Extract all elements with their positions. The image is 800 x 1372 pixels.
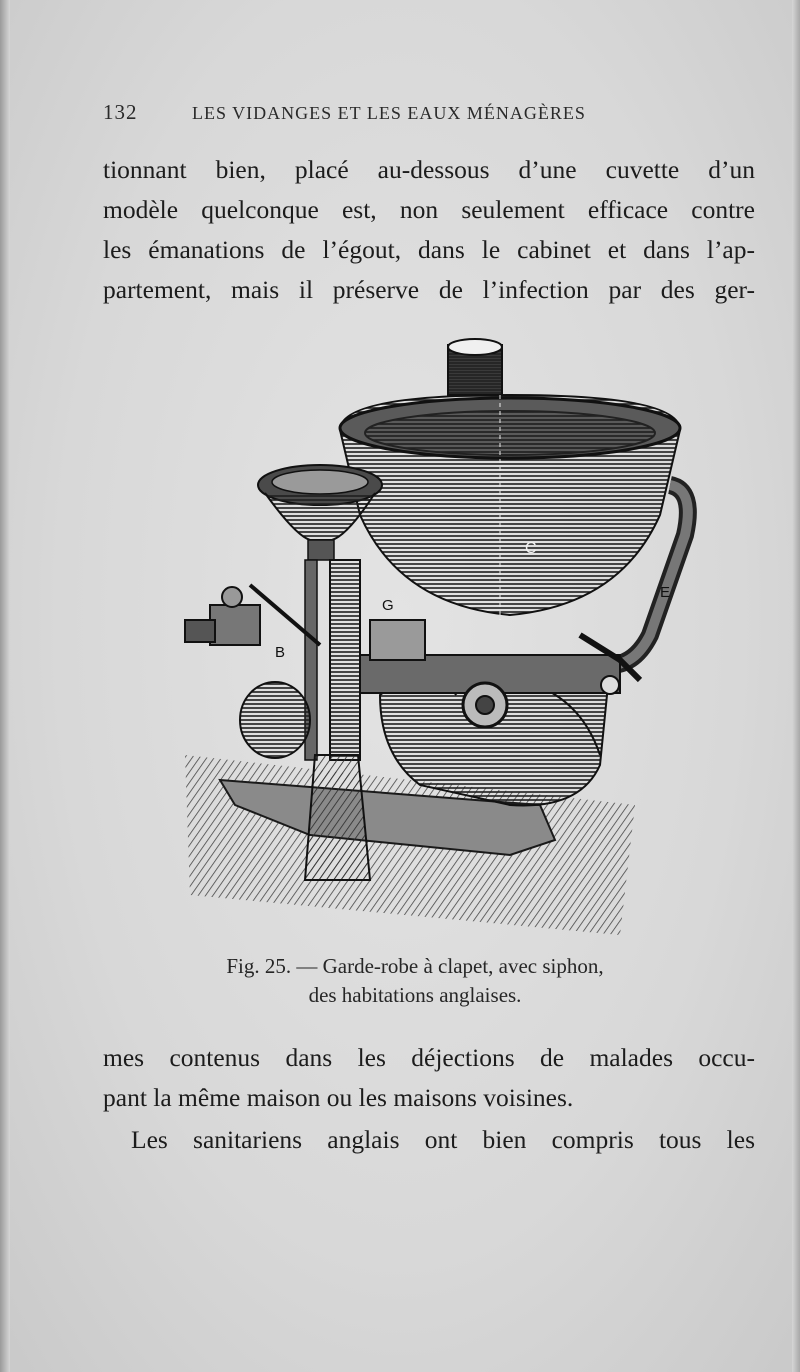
text-line: les émanations de l’égout, dans le cabinet et dans l’ap- <box>103 235 755 264</box>
caption-line: des habitations anglaises. <box>308 983 522 1007</box>
paragraph-next <box>103 1120 755 1160</box>
paragraph-top <box>103 150 755 310</box>
text-line: pant la même maison ou les maisons voisines. <box>103 1083 574 1112</box>
figure-caption <box>180 952 650 1010</box>
text-line: mes contenus dans les déjections de malades occu- <box>103 1043 755 1072</box>
label-c: C <box>525 540 537 557</box>
label-g: G <box>382 597 394 614</box>
caption-line: Fig. 25. — Garde-robe à clapet, avec siphon, <box>226 954 604 978</box>
text-line: Les sanitariens anglais ont bien compris tous les <box>131 1125 755 1154</box>
page-right-shadow <box>792 0 800 1372</box>
toilet-engraving-illustration <box>180 335 671 945</box>
running-title: LES VIDANGES ET LES EAUX MÉNAGÈRES <box>192 103 586 123</box>
text-line: tionnant bien, placé au-dessous d’une cuvette d’un <box>103 155 755 184</box>
text-line: partement, mais il préserve de l’infection par des ger- <box>103 275 755 304</box>
running-header <box>103 100 663 130</box>
page-left-shadow <box>0 0 10 1372</box>
label-e: E <box>660 584 671 601</box>
paragraph-bottom <box>103 1038 755 1118</box>
text-line: modèle quelconque est, non seulement efficace contre <box>103 195 755 224</box>
page-number: 132 <box>103 100 138 124</box>
label-b: B <box>275 644 286 661</box>
